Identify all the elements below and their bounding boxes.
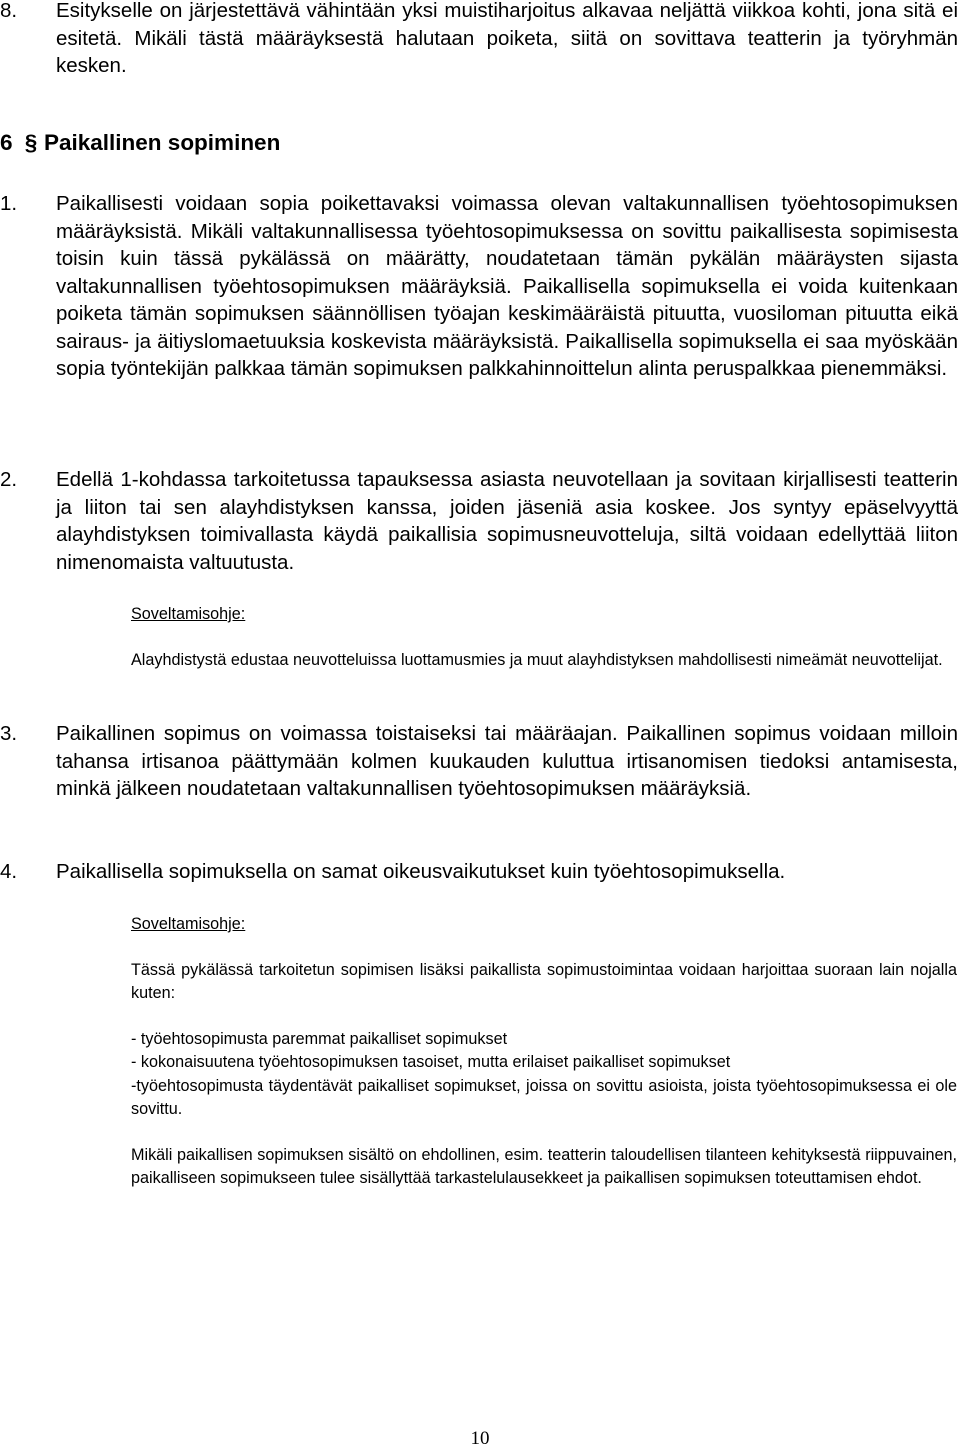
note-text: Alayhdistystä edustaa neuvotteluissa luottamusmies ja muut alayhdistyksen mahdollisesti nimeämät neuvottelijat. <box>131 650 943 669</box>
section-number: 6 <box>0 130 13 155</box>
application-note-2 <box>131 913 957 1191</box>
note-list-item: - työehtosopimusta paremmat paikalliset sopimukset <box>131 1029 508 1048</box>
paragraph-text: Paikallinen sopimus on voimassa toistaiseksi tai määräajan. Paikallinen sopimus voidaan milloin tahansa irtisanoa päättymään kolmen kuukauden kuluttua irtisanomisen tiedoksi antamisesta, minkä jälkeen noudatetaan valtakunnallisen työehtosopimuksen määräyksiä. <box>56 722 958 800</box>
paragraph-number: 3. <box>0 722 18 745</box>
paragraph-number: 1. <box>0 192 18 215</box>
paragraph-number: 2. <box>0 468 18 491</box>
paragraph-number: 4. <box>0 860 18 883</box>
paragraph-text: Edellä 1-kohdassa tarkoitetussa tapauksessa asiasta neuvotellaan ja sovitaan kirjallisesti teatterin ja liiton tai sen alayhdistyksen kanssa, joiden jäseniä asia koskee. Jos syntyy epäselvyyttä alayhdistyksen toimivallasta käydä paikallisia sopimusneuvotteluja, siltä voidaan edellyttää liiton nimenomaista valtuutusta. <box>56 468 958 574</box>
paragraph-text: Paikallisesti voidaan sopia poikettavaksi voimassa olevan valtakunnallisen työehtosopimuksen määräyksistä. Mikäli valtakunnallisessa työehtosopimuksessa on sovittu paikallisesta sopimisesta toisin kuin tässä pykälässä on määrätty, noudatetaan tämän pykälän määräysten sijasta valtakunnallisen työehtosopimuksen määräyksiä. Paikallisella sopimuksella ei voida kuitenkaan poiketa tämän sopimuksen säännöllisen työajan keskimääräistä pituutta, vuosiloman pituutta eikä sairaus- ja äitiyslomaetuuksia koskevista määräyksistä. Paikallisella sopimuksella ei saa myöskään sopia työntekijän palkkaa tämän sopimuksen palkkahinnoittelun alinta peruspalkkaa pienemmäksi. <box>56 192 958 380</box>
item-text: Esitykselle on järjestettävä vähintään yksi muistiharjoitus alkavaa neljättä viikkoa kohti, jona sitä ei esitetä. Mikäli tästä määräyksestä halutaan poiketa, siitä on sovittava teatterin ja työryhmän kesken. <box>56 0 958 77</box>
note-list-item: - kokonaisuutena työehtosopimuksen tasoiset, mutta erilaiset paikalliset sopimukset <box>131 1053 731 1071</box>
application-note-1 <box>131 603 957 672</box>
section-title: Paikallinen sopiminen <box>44 130 281 155</box>
paragraph-text: Paikallisella sopimuksella on samat oikeusvaikutukset kuin työehtosopimuksella. <box>56 860 786 883</box>
note-closing: Mikäli paikallisen sopimuksen sisältö on ehdollinen, esim. teatterin taloudellisen tilanteen kehityksestä riippuvainen, paikalliseen sopimukseen tulee sisällyttää tarkastelulausekkeet ja paikallisen sopimuksen toteuttamisen ehdot. <box>131 1145 957 1187</box>
note-label: Soveltamisohje: <box>131 915 246 933</box>
section-heading <box>0 128 960 158</box>
page-number: 10 <box>470 1428 490 1449</box>
section-sign: § <box>24 130 38 155</box>
note-list-item: -työehtosopimusta täydentävät paikalliset sopimukset, joissa on sovittu asioista, joista työehtosopimuksessa ei ole sovittu. <box>131 1076 957 1118</box>
item-number: 8. <box>0 0 18 22</box>
note-label: Soveltamisohje: <box>131 605 246 623</box>
note-intro: Tässä pykälässä tarkoitetun sopimisen lisäksi paikallista sopimustoimintaa voidaan harjoittaa suoraan lain nojalla kuten: <box>131 960 957 1002</box>
